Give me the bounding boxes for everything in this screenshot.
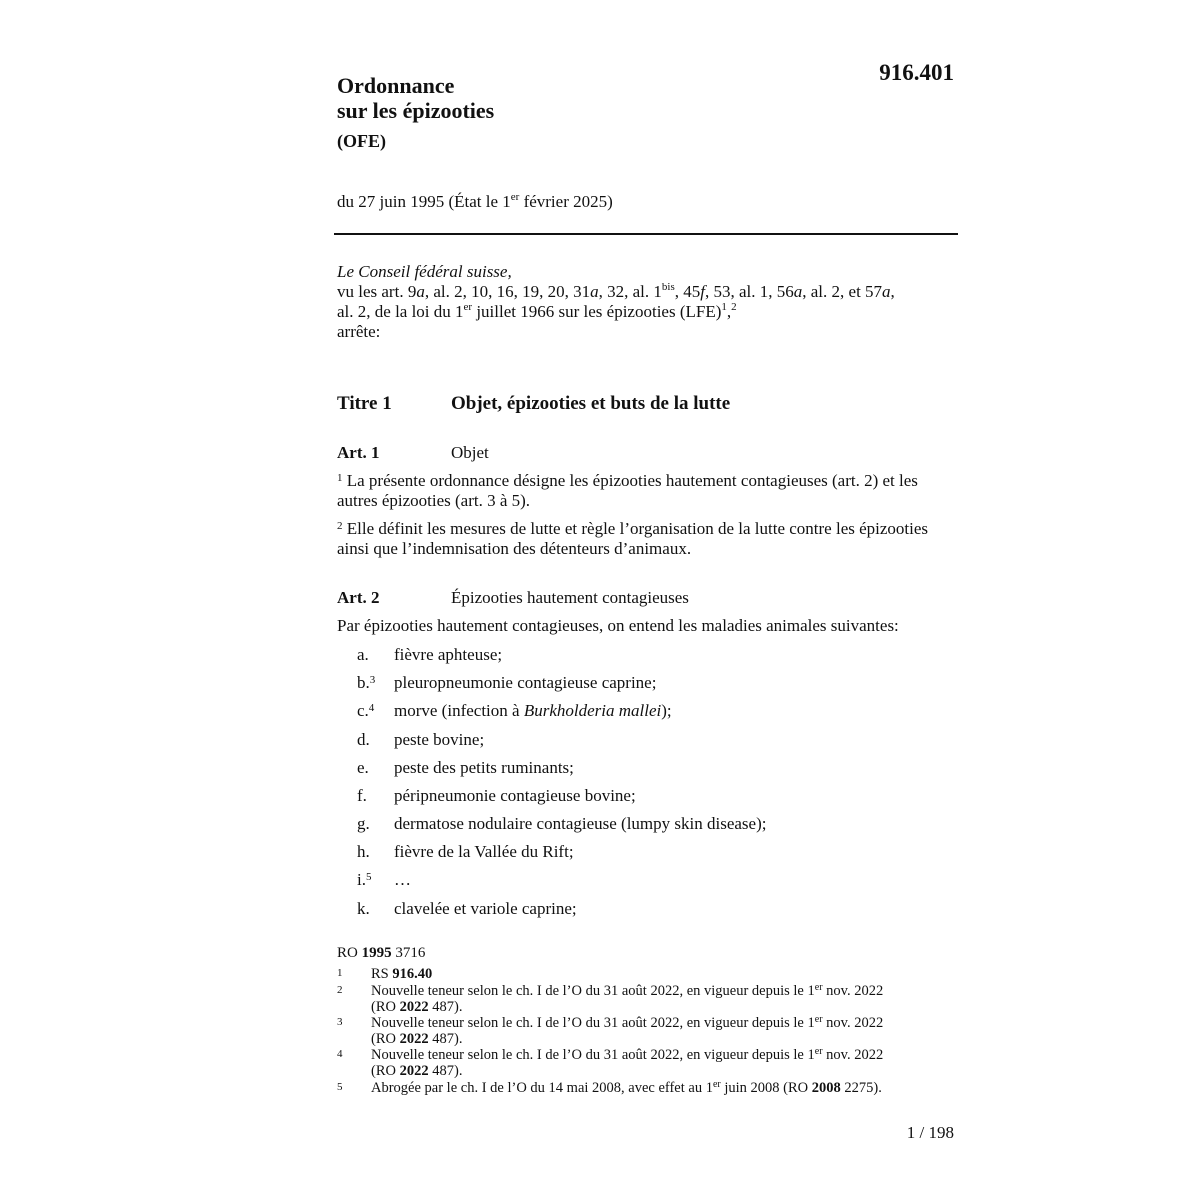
footnote-4: 4 Nouvelle teneur selon le ch. I de l’O du 31 août 2022, en vigueur depuis le 1er nov. 2022 (RO 2022 487).: [337, 1046, 884, 1079]
legal-basis-line-1: vu les art. 9a, al. 2, 10, 16, 19, 20, 31a, 32, al. $1^{bis}$, 45f, 53, al. 1, 56a, al. 2, et 57a,: [337, 281, 895, 301]
title-line-1: Ordonnance: [337, 73, 455, 98]
header-divider: [334, 233, 958, 235]
list-item: k. clavelée et variole caprine;: [357, 899, 577, 918]
art-2-intro: Par épizooties hautement contagieuses, on entend les maladies animales suivantes:: [337, 616, 899, 635]
list-item: e. peste des petits ruminants;: [357, 758, 574, 777]
art-1-paragraph-2: $^2$ Elle définit les mesures de lutte et règle l’organisation de la lutte contre les épizooties ainsi que l’indemnisation des détenteurs d’animaux.: [337, 519, 929, 558]
footnote-ref[interactable]: 3: [369, 674, 376, 686]
footnote-5: 5 Abrogée par le ch. I de l’O du 14 mai 2008, avec effet au 1er juin 2008 (RO 2008 2275).: [337, 1079, 882, 1096]
footnote-2: 2 Nouvelle teneur selon le ch. I de l’O du 31 août 2022, en vigueur depuis le 1er nov. 2022 (RO 2022 487).: [337, 982, 884, 1015]
list-item: h. fièvre de la Vallée du Rift;: [357, 842, 574, 861]
title-line-2: sur les épizooties: [337, 98, 495, 123]
page-number: 1 / 198: [906, 1123, 954, 1142]
title-abbreviation: (OFE): [337, 131, 386, 151]
decision-word: arrête:: [337, 322, 381, 341]
list-item: d. peste bovine;: [357, 730, 485, 749]
document-title: [337, 73, 494, 152]
art-1-heading: Art. 1 Objet: [337, 443, 489, 462]
titre-1-heading: Titre 1 Objet, épizooties et buts de la lutte: [337, 393, 731, 414]
footnote-ref[interactable]: 5: [365, 871, 372, 883]
list-item: a. fièvre aphteuse;: [357, 645, 503, 664]
footnote-ref[interactable]: 1: [721, 301, 727, 313]
list-item: b.$^3$ pleuropneumonie contagieuse caprine;: [357, 673, 657, 692]
footnote-ref[interactable]: 2: [731, 301, 737, 313]
footnote-ref[interactable]: 4: [368, 702, 375, 714]
art-1-paragraph-1: $^1$ La présente ordonnance désigne les épizooties hautement contagieuses (art. 2) et les autres épizooties (art. 3 à 5).: [337, 471, 918, 510]
date-status-line: du 27 juin 1995 (État le 1er février 2025): [337, 191, 613, 211]
list-item: g. dermatose nodulaire contagieuse (lumpy skin disease);: [357, 814, 767, 833]
list-item: c.$^4$ morve (infection à Burkholderia mallei);: [357, 701, 672, 720]
list-item: f. péripneumonie contagieuse bovine;: [357, 786, 636, 805]
ro-reference: RO 1995 3716: [337, 945, 426, 961]
document-page: [337, 0, 958, 1200]
preamble: [337, 262, 958, 342]
footnote-1: 1 RS 916.40: [337, 966, 433, 982]
sr-number: 916.401: [879, 60, 954, 85]
issuing-authority: Le Conseil fédéral suisse,: [337, 262, 512, 281]
footnote-3: 3 Nouvelle teneur selon le ch. I de l’O du 31 août 2022, en vigueur depuis le 1er nov. 2022 (RO 2022 487).: [337, 1014, 884, 1047]
list-item: i.$^5$ …: [357, 870, 411, 889]
art-2-heading: Art. 2 Épizooties hautement contagieuses: [337, 588, 689, 607]
legal-basis-line-2: al. 2, de la loi du 1er juillet 1966 sur les épizooties (LFE)$^1$,$^2$: [337, 301, 737, 321]
